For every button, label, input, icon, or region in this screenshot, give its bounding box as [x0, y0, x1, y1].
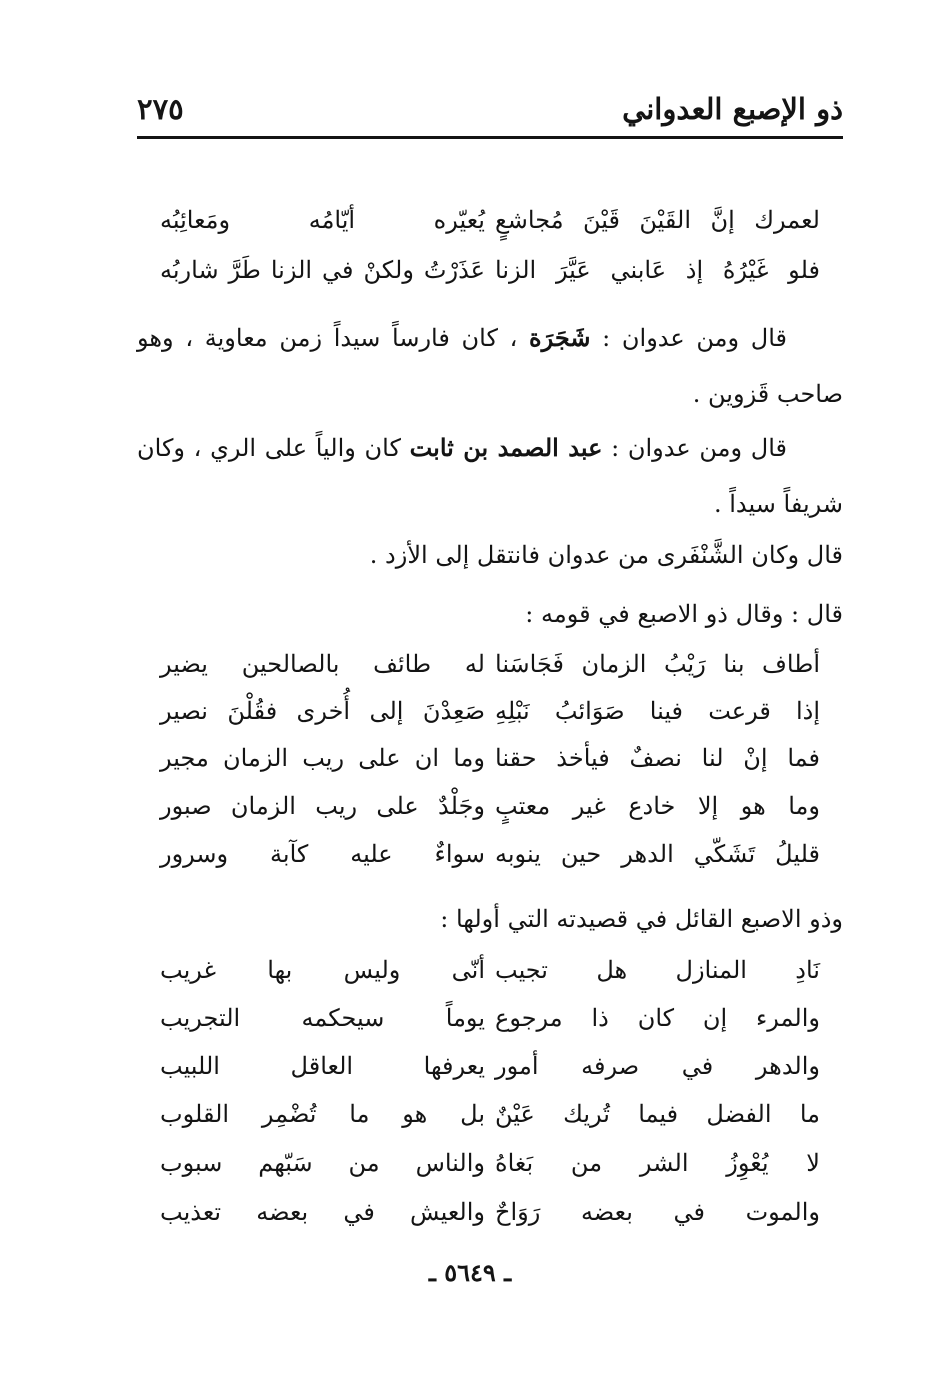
- poem-intro: وذو الاصبع القائل في قصيدته التي أولها :: [440, 905, 843, 933]
- verse-second-hemistich: صَعِدْنَ إلى أُخرى فقُلْنَ نصير: [160, 697, 485, 725]
- verse-first-hemistich: أطاف بنا رَيْبُ الزمان فَجَاسَنا: [495, 650, 820, 678]
- volume-page-number: ـ ٥٦٤٩ ـ: [428, 1258, 512, 1287]
- verse-first-hemistich: لعمرك إنَّ القَيْنَ قَيْنَ مُجاشعٍ: [495, 206, 820, 234]
- running-title: ذو الإصبع العدواني: [622, 92, 843, 126]
- verse-first-hemistich: والمرء إن كان ذا مرجوع: [495, 1004, 820, 1032]
- page-number: ٢٧٥: [137, 92, 184, 126]
- verse-second-hemistich: عَذَرْتُ ولكنْ في الزنا طَرَّ شاربُه: [160, 256, 485, 284]
- header-rule: [137, 136, 843, 139]
- paragraph-text: ، كان فارساً سيداً زمن معاوية ، وهو صاحب قَزوين .: [137, 324, 843, 408]
- person-name: شَجَرَة: [529, 323, 591, 352]
- paragraph-abd-al-samad: [137, 420, 843, 532]
- verse-first-hemistich: إذا قرعت فينا صَوَائبُ نَبْلِهِ: [495, 697, 820, 725]
- verse-second-hemistich: وما ان على ريب الزمان مجير: [160, 744, 485, 772]
- verse-second-hemistich: يعرفها العاقل اللبيب: [160, 1052, 485, 1080]
- verse-second-hemistich: يوماً سيحكمه التجريب: [160, 1004, 485, 1032]
- poem-verse: [160, 1004, 820, 1050]
- poem-verse: [160, 650, 820, 696]
- poem-verse: [160, 256, 820, 302]
- verse-first-hemistich: وما هو إلا خادع غير معتبٍ: [495, 792, 820, 820]
- verse-second-hemistich: وجَلْدٌ على ريب الزمان صبور: [160, 792, 485, 820]
- poem-verse: [160, 744, 820, 790]
- verse-second-hemistich: له طائف بالصالحين يضير: [160, 650, 485, 678]
- poem-verse: [160, 1052, 820, 1098]
- paragraph-shanfara: قال وكان الشَّنْفَرى من عدوان فانتقل إلى الأزد .: [369, 541, 843, 569]
- verse-first-hemistich: قليلُ تَشَكّي الدهر حين ينوبه: [495, 840, 820, 868]
- verse-first-hemistich: فلو غَيْرُهُ إذ عَابني عَيَّرَ الزنا: [495, 256, 820, 284]
- poem-verse: [160, 1198, 820, 1244]
- paragraph-text: كان والياً على الري ، وكان شريفاً سيداً .: [137, 434, 843, 518]
- poem-verse: [160, 1100, 820, 1146]
- running-header: [137, 88, 843, 134]
- verse-second-hemistich: أنّى وليس بها غريب: [160, 956, 485, 984]
- person-name: عبد الصمد بن ثابت: [409, 433, 603, 462]
- verse-second-hemistich: يُعيّره أيّامُه ومَعائِبُه: [160, 206, 485, 234]
- poem-verse: [160, 792, 820, 838]
- verse-second-hemistich: بل هو ما تُضْمِر القلوب: [160, 1100, 485, 1128]
- poem-intro: قال : وقال ذو الاصبع في قومه :: [525, 600, 843, 628]
- verse-first-hemistich: فما إنْ لنا نصفٌ فيأخذ حقنا: [495, 744, 820, 772]
- poem-verse: [160, 956, 820, 1002]
- poem-verse: [160, 206, 820, 252]
- verse-first-hemistich: والموت في بعضه رَوَاحٌ: [495, 1198, 820, 1226]
- verse-second-hemistich: والعيش في بعضه تعذيب: [160, 1198, 485, 1226]
- paragraph-text: قال ومن عدوان :: [602, 434, 787, 462]
- verse-second-hemistich: سواءٌ عليه كآبة وسرور: [160, 840, 485, 868]
- verse-first-hemistich: لا يُعْوِزُ الشر من بَغاهُ: [495, 1149, 820, 1177]
- verse-second-hemistich: والناس من سَبّهم سبوب: [160, 1149, 485, 1177]
- verse-first-hemistich: ما الفضل فيما تُريك عَيْنٌ: [495, 1100, 820, 1128]
- poem-verse: [160, 697, 820, 743]
- verse-first-hemistich: نَادِ المنازل هل تجيب: [495, 956, 820, 984]
- verse-first-hemistich: والدهر في صرفه أمور: [495, 1052, 820, 1080]
- poem-verse: [160, 1149, 820, 1195]
- paragraph-text: قال ومن عدوان :: [590, 324, 788, 352]
- paragraph-shajara: [137, 310, 843, 422]
- poem-verse: [160, 840, 820, 886]
